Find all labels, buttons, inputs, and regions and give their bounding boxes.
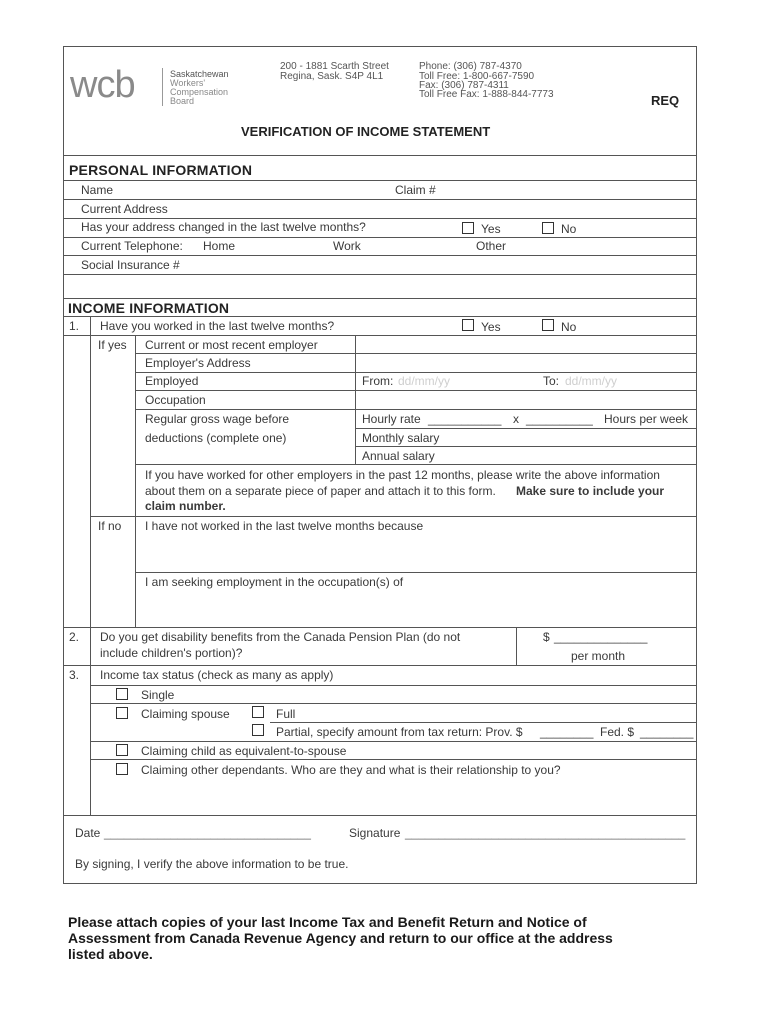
occupation-label: Occupation xyxy=(145,393,206,407)
equivalent-to-spouse-label: Claiming child as equivalent-to-spouse xyxy=(141,744,347,758)
date-blank[interactable]: _______________________________ xyxy=(104,826,311,840)
rule xyxy=(63,180,697,181)
verification-statement: By signing, I verify the above information to be true. xyxy=(75,857,349,871)
question-number: 3. xyxy=(69,668,80,682)
rule xyxy=(63,335,697,336)
rule xyxy=(63,237,697,238)
rule xyxy=(63,155,697,156)
from-label: From: xyxy=(362,374,394,388)
name-label: Name xyxy=(81,183,114,197)
question-number: 1. xyxy=(69,319,80,333)
annual-salary-label: Annual salary xyxy=(362,449,435,463)
name-input[interactable] xyxy=(130,183,380,198)
prov-amount-blank[interactable]: ________ xyxy=(540,725,594,739)
cpp-amount-blank[interactable]: ______________ xyxy=(554,630,648,644)
yes-label: Yes xyxy=(481,320,501,334)
employer-address-input[interactable] xyxy=(362,356,687,371)
full-label: Full xyxy=(276,707,296,721)
home-phone-label: Home xyxy=(203,239,236,253)
wcb-logo xyxy=(70,64,230,110)
fed-amount-blank[interactable]: ________ xyxy=(640,725,694,739)
work-phone-label: Work xyxy=(333,239,361,253)
rule xyxy=(355,428,697,429)
org-contact: Toll Free: 1-800-667-7590 xyxy=(419,71,535,82)
telephone-label: Current Telephone: xyxy=(81,239,183,253)
yes-label: Yes xyxy=(481,222,501,236)
rule xyxy=(135,464,697,465)
rule xyxy=(135,409,697,410)
cpp-question: Do you get disability benefits from the Canada Pension Plan (do not xyxy=(100,630,461,644)
instruction-line: Assessment from Canada Revenue Agency and return to our office at the address xyxy=(68,930,613,946)
employed-label: Employed xyxy=(145,374,199,388)
rule xyxy=(63,274,697,275)
partial-checkbox[interactable] xyxy=(252,724,264,736)
rule xyxy=(135,353,697,354)
logo-text: wcb xyxy=(70,64,135,106)
org-contact: Fax: (306) 787-4311 xyxy=(419,80,509,91)
single-checkbox[interactable] xyxy=(116,688,128,700)
rule xyxy=(135,390,697,391)
rule xyxy=(270,722,697,723)
employer-address-label: Employer's Address xyxy=(145,356,251,370)
logo-org-line: Saskatchewan xyxy=(170,69,229,79)
fed-label: Fed. $ xyxy=(600,725,635,739)
employer-input[interactable] xyxy=(362,338,687,353)
if-no-label: If no xyxy=(98,519,122,533)
logo-org-line: Compensation xyxy=(170,87,229,97)
claim-number-input[interactable] xyxy=(445,183,685,198)
no-label: No xyxy=(561,222,577,236)
org-contact: Phone: (306) 787-4370 xyxy=(419,61,522,72)
signature-blank[interactable]: __________________________________________ xyxy=(405,826,686,840)
worked-no-checkbox[interactable] xyxy=(542,319,554,331)
other-dependants-checkbox[interactable] xyxy=(116,763,128,775)
logo-org-line: Workers' xyxy=(170,78,206,88)
address-changed-yes-checkbox[interactable] xyxy=(462,222,474,234)
to-date-field[interactable]: dd/mm/yy xyxy=(565,374,618,388)
attachment-instructions xyxy=(68,914,613,962)
hours-per-week-label: Hours per week xyxy=(604,412,689,426)
other-dependants-label: Claiming other dependants. Who are they and what is their relationship to you? xyxy=(141,763,561,777)
personal-heading: PERSONAL INFORMATION xyxy=(69,162,253,178)
tax-status-question: Income tax status (check as many as apply) xyxy=(100,668,334,682)
org-address: Regina, Sask. S4P 4L1 xyxy=(280,71,384,82)
address-label: Current Address xyxy=(81,202,168,216)
cpp-question: include children's portion)? xyxy=(100,646,243,660)
rule xyxy=(90,759,697,760)
rule xyxy=(90,516,697,517)
instruction-line: Please attach copies of your last Income Tax and Benefit Return and Notice of xyxy=(68,914,587,930)
rule xyxy=(90,741,697,742)
claiming-spouse-label: Claiming spouse xyxy=(141,707,230,721)
instruction-line: listed above. xyxy=(68,946,153,962)
monthly-salary-label: Monthly salary xyxy=(362,431,440,445)
logo-divider xyxy=(162,68,163,106)
worked-yes-checkbox[interactable] xyxy=(462,319,474,331)
hourly-rate-blank[interactable]: ___________ xyxy=(428,412,502,426)
other-employers-note: If you have worked for other employers in the past 12 months, please write the above information xyxy=(145,468,660,482)
sin-label: Social Insurance # xyxy=(81,258,180,272)
column-rule xyxy=(355,335,356,464)
other-employers-note: about them on a separate piece of paper and attach it to this form. xyxy=(145,484,496,498)
claiming-spouse-checkbox[interactable] xyxy=(116,707,128,719)
rule xyxy=(90,703,697,704)
times-sign: x xyxy=(513,412,519,426)
rule xyxy=(63,218,697,219)
income-heading: INCOME INFORMATION xyxy=(68,300,230,316)
sin-input[interactable] xyxy=(195,258,685,273)
org-address: 200 - 1881 Scarth Street xyxy=(280,61,389,72)
worked-question: Have you worked in the last twelve months? xyxy=(100,319,335,333)
rule xyxy=(63,298,697,299)
signature-label: Signature xyxy=(349,826,401,840)
rule xyxy=(63,665,697,666)
equivalent-to-spouse-checkbox[interactable] xyxy=(116,744,128,756)
rule xyxy=(63,815,697,816)
address-changed-no-checkbox[interactable] xyxy=(542,222,554,234)
full-checkbox[interactable] xyxy=(252,706,264,718)
seeking-employment-label: I am seeking employment in the occupation(s) of xyxy=(145,575,404,589)
partial-label: Partial, specify amount from tax return: Prov. $ xyxy=(276,725,523,739)
hourly-rate-label: Hourly rate xyxy=(362,412,421,426)
dollar-sign: $ xyxy=(543,630,550,644)
single-label: Single xyxy=(141,688,175,702)
wage-label: deductions (complete one) xyxy=(145,431,287,445)
other-phone-label: Other xyxy=(476,239,507,253)
hours-blank[interactable]: __________ xyxy=(526,412,593,426)
rule xyxy=(90,685,697,686)
wage-label: Regular gross wage before xyxy=(145,412,290,426)
employer-label: Current or most recent employer xyxy=(145,338,318,352)
org-contact: Toll Free Fax: 1-888-844-7773 xyxy=(419,89,554,100)
rule xyxy=(135,372,697,373)
claim-label: Claim # xyxy=(395,183,436,197)
column-rule xyxy=(135,335,136,627)
question-number: 2. xyxy=(69,630,80,644)
rule xyxy=(135,572,697,573)
rule xyxy=(63,316,697,317)
rule xyxy=(63,627,697,628)
if-yes-label: If yes xyxy=(98,338,127,352)
not-worked-reason-label: I have not worked in the last twelve months because xyxy=(145,519,424,533)
to-label: To: xyxy=(543,374,560,388)
rule xyxy=(355,446,697,447)
per-month-label: per month xyxy=(571,649,626,663)
form-title: VERIFICATION OF INCOME STATEMENT xyxy=(241,124,491,139)
claim-number-reminder: Make sure to include your xyxy=(516,484,665,498)
form-code: REQ xyxy=(651,93,680,108)
occupation-input[interactable] xyxy=(362,393,687,408)
rule xyxy=(63,255,697,256)
claim-number-reminder: claim number. xyxy=(145,499,226,513)
from-date-field[interactable]: dd/mm/yy xyxy=(398,374,451,388)
date-label: Date xyxy=(75,826,101,840)
no-label: No xyxy=(561,320,577,334)
column-rule xyxy=(516,627,517,665)
rule xyxy=(63,199,697,200)
address-input[interactable] xyxy=(180,202,685,217)
address-changed-label: Has your address changed in the last twelve months? xyxy=(81,220,366,234)
logo-org-line: Board xyxy=(170,96,195,106)
